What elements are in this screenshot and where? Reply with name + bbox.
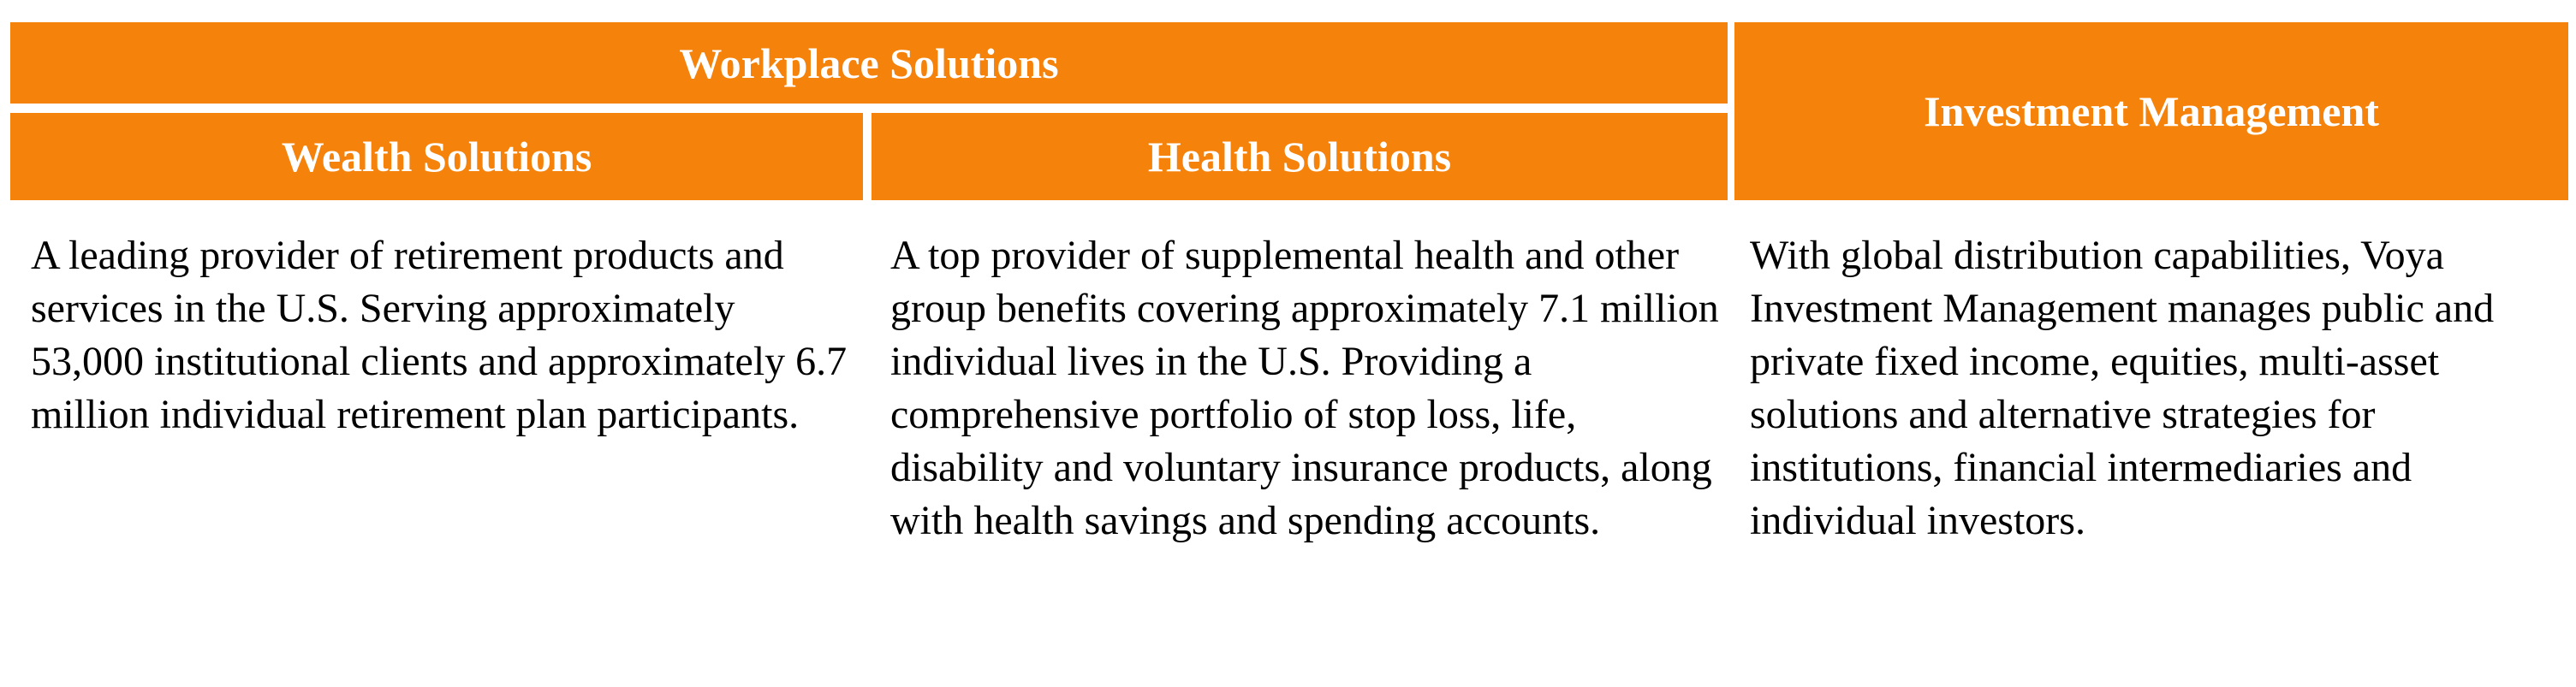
health-solutions-description: A top provider of supplemental health and other group benefits covering approximately 7.1 million individual lives in the U.S. Providing a comprehensive portfolio of stop loss, life, disability and voluntary insurance products, along with health savings and spending accounts. xyxy=(890,233,1719,543)
wealth-solutions-title: Wealth Solutions xyxy=(281,133,592,181)
workplace-solutions-title: Workplace Solutions xyxy=(679,38,1059,87)
investment-management-description: With global distribution capabilities, Voya Investment Management manages public and private fixed income, equities, multi-asset solutions and alternative strategies for institutions, financial intermediaries and individual investors. xyxy=(1750,233,2495,543)
wealth-solutions-description: A leading provider of retirement products and services in the U.S. Serving approximately 53,000 institutional clients and approximately 6.7 million individual retirement plan participants. xyxy=(31,233,848,437)
workplace-solutions-header xyxy=(10,22,1728,104)
health-solutions-title: Health Solutions xyxy=(1147,133,1452,181)
health-solutions-header xyxy=(872,113,1728,200)
wealth-solutions-header xyxy=(10,113,863,200)
investment-management-title: Investment Management xyxy=(1924,87,2379,135)
investment-management-header xyxy=(1734,22,2568,200)
